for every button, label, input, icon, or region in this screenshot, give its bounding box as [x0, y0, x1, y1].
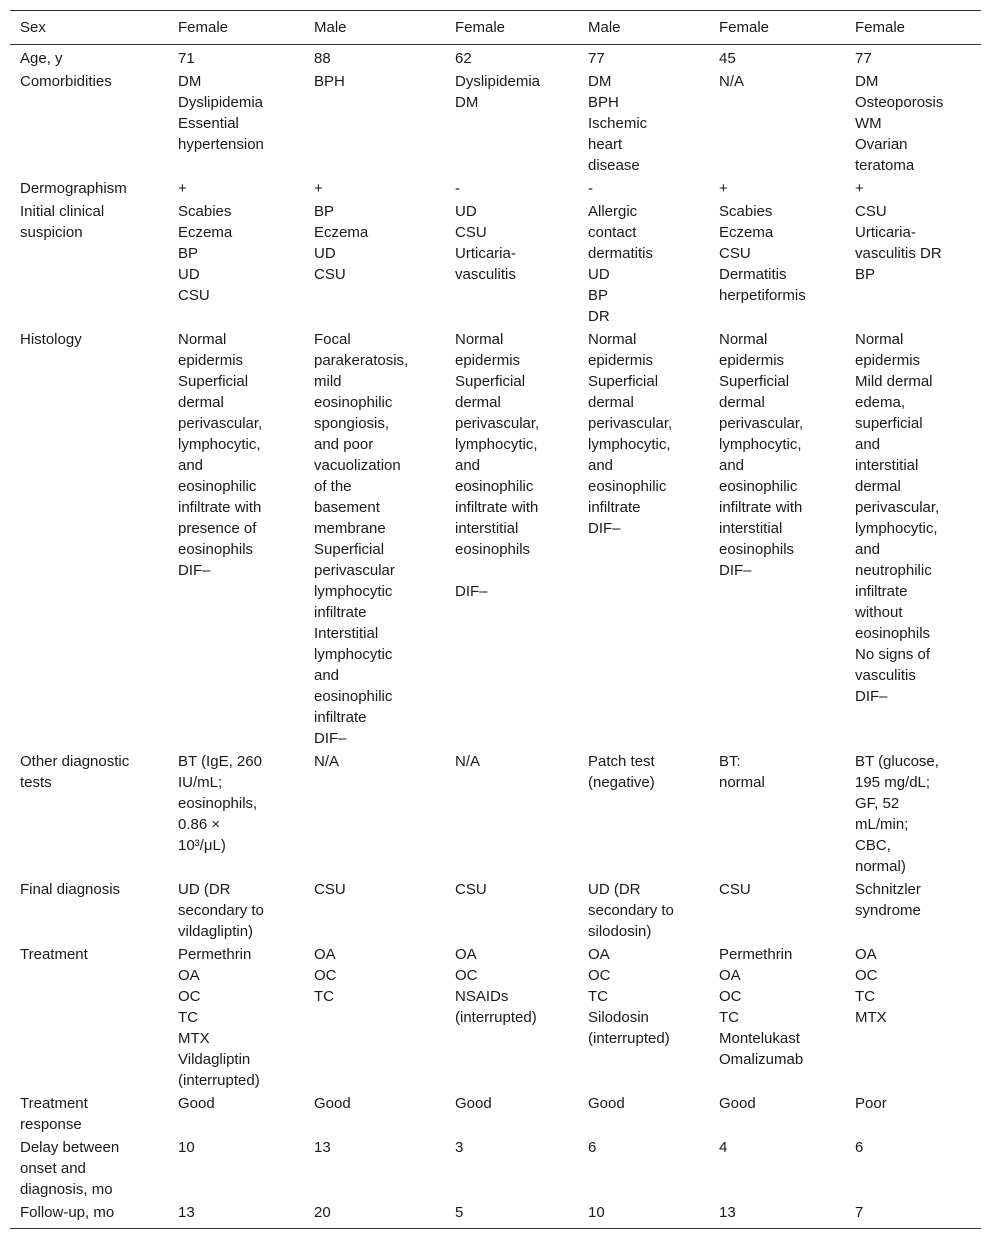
row-label: Dermographism — [20, 180, 127, 197]
row-label: Histology — [20, 331, 82, 348]
table-cell: Poor — [855, 1095, 887, 1112]
table-cell: CSU — [719, 881, 751, 898]
table-cell: 4 — [719, 1139, 728, 1156]
table-cell: BT (glucose, 195 mg/dL; GF, 52 mL/min; CBC, normal) — [855, 753, 939, 875]
table-cell: 10 — [178, 1139, 195, 1156]
table-cell: 77 — [855, 50, 872, 67]
table-cell: 13 — [178, 1204, 195, 1221]
table-cell: Focal parakeratosis, mild eosinophilic spongiosis, and poor vacuolization of the basement membrane Superficial perivascular lymphocytic infiltrate Interstitial lymphocytic and eosinophilic infiltrate DIF– — [314, 331, 409, 747]
row-label: Comorbidities — [20, 73, 112, 90]
table-cell: DM Osteoporosis WM Ovarian teratoma — [855, 73, 944, 174]
table-cell: Schnitzler syndrome — [855, 881, 921, 919]
table-cell: + — [178, 180, 187, 197]
header-cell-sex: Sex — [20, 19, 46, 36]
table-cell: Normal epidermis Superficial dermal perivascular, lymphocytic, and eosinophilic infiltrate with interstitial eosinophils DIF– — [455, 331, 540, 600]
table-row — [10, 1092, 981, 1136]
table-cell: 13 — [719, 1204, 736, 1221]
table-row — [10, 943, 981, 1092]
table-row — [10, 70, 981, 177]
table-cell: Good — [178, 1095, 215, 1112]
header-cell-patient-4: Male — [588, 19, 621, 36]
table-cell: Patch test (negative) — [588, 753, 655, 791]
table-cell: DM Dyslipidemia Essential hypertension — [178, 73, 264, 153]
table-body — [10, 45, 981, 1229]
table-cell: 6 — [855, 1139, 864, 1156]
row-label: Follow-up, mo — [20, 1204, 115, 1221]
table-cell: Dyslipidemia DM — [455, 73, 541, 111]
table-cell: Good — [588, 1095, 625, 1112]
table-header — [10, 11, 981, 45]
table-cell: 45 — [719, 50, 736, 67]
table-cell: + — [855, 180, 864, 197]
row-label: Initial clinical suspicion — [20, 203, 105, 241]
table-cell: OA OC TC MTX — [855, 946, 887, 1026]
table-cell: CSU Urticaria- vasculitis DR BP — [855, 203, 942, 283]
row-label: Final diagnosis — [20, 881, 121, 898]
table-cell: N/A — [314, 753, 340, 770]
table-cell: Scabies Eczema BP UD CSU — [178, 203, 233, 304]
table-cell: BP Eczema UD CSU — [314, 203, 369, 283]
table-cell: N/A — [455, 753, 481, 770]
table-cell: - — [455, 180, 460, 197]
table-row — [10, 328, 981, 750]
table-cell: - — [588, 180, 593, 197]
table-cell: UD CSU Urticaria- vasculitis — [455, 203, 516, 283]
table-row — [10, 1201, 981, 1229]
table-cell: 10 — [588, 1204, 605, 1221]
table-cell: 3 — [455, 1139, 464, 1156]
row-label: Treatment response — [20, 1095, 88, 1133]
table-cell: 13 — [314, 1139, 331, 1156]
table-cell: Allergic contact dermatitis UD BP DR — [588, 203, 654, 325]
table-cell: N/A — [719, 73, 745, 90]
table-cell: Permethrin OA OC TC Montelukast Omalizumab — [719, 946, 804, 1068]
table-cell: 5 — [455, 1204, 464, 1221]
table-cell: Good — [455, 1095, 492, 1112]
table-row — [10, 750, 981, 878]
table-cell: 88 — [314, 50, 331, 67]
table-cell: CSU — [455, 881, 487, 898]
table-cell: Normal epidermis Mild dermal edema, superficial and interstitial dermal perivascular, lymphocytic, and neutrophilic infiltrate without eosinophils No signs of vasculitis DIF– — [855, 331, 940, 705]
table-cell: OA OC TC — [314, 946, 337, 1005]
table-row — [10, 1136, 981, 1201]
header-cell-patient-3: Female — [455, 19, 506, 36]
table-cell: 62 — [455, 50, 472, 67]
table-cell: 71 — [178, 50, 195, 67]
table-cell: Permethrin OA OC TC MTX Vildagliptin (interrupted) — [178, 946, 260, 1089]
table-cell: Good — [719, 1095, 756, 1112]
table-cell: 20 — [314, 1204, 331, 1221]
table-cell: 7 — [855, 1204, 864, 1221]
table-cell: Scabies Eczema CSU Dermatitis herpetiformis — [719, 203, 806, 304]
table-cell: UD (DR secondary to silodosin) — [588, 881, 674, 940]
header-row — [10, 11, 981, 45]
table-cell: Good — [314, 1095, 351, 1112]
table-cell: + — [314, 180, 323, 197]
header-cell-patient-6: Female — [855, 19, 906, 36]
table-cell: BT: normal — [719, 753, 765, 791]
table-cell: UD (DR secondary to vildagliptin) — [178, 881, 264, 940]
table-cell: + — [719, 180, 728, 197]
table-cell: BT (IgE, 260 IU/mL; eosinophils, 0.86 × 10³/μL) — [178, 753, 262, 854]
row-label: Treatment — [20, 946, 88, 963]
table-cell: BPH — [314, 73, 345, 90]
row-label: Delay between onset and diagnosis, mo — [20, 1139, 120, 1198]
row-label: Age, y — [20, 50, 63, 67]
table-cell: Normal epidermis Superficial dermal perivascular, lymphocytic, and eosinophilic infiltrate with presence of eosinophils DIF– — [178, 331, 263, 579]
header-cell-patient-1: Female — [178, 19, 229, 36]
table-cell: OA OC NSAIDs (interrupted) — [455, 946, 537, 1026]
table-cell: Normal epidermis Superficial dermal perivascular, lymphocytic, and eosinophilic infiltrate DIF– — [588, 331, 673, 537]
table-cell: OA OC TC Silodosin (interrupted) — [588, 946, 670, 1047]
row-label: Other diagnostic tests — [20, 753, 130, 791]
case-series-table — [10, 10, 981, 1229]
table-row — [10, 200, 981, 328]
table-cell: DM BPH Ischemic heart disease — [588, 73, 648, 174]
table-row — [10, 177, 981, 200]
table-row — [10, 45, 981, 71]
table-cell: Normal epidermis Superficial dermal perivascular, lymphocytic, and eosinophilic infiltrate with interstitial eosinophils DIF– — [719, 331, 804, 579]
header-cell-patient-2: Male — [314, 19, 347, 36]
table-cell: CSU — [314, 881, 346, 898]
header-cell-patient-5: Female — [719, 19, 770, 36]
table-row — [10, 878, 981, 943]
table-cell: 77 — [588, 50, 605, 67]
table-cell: 6 — [588, 1139, 597, 1156]
